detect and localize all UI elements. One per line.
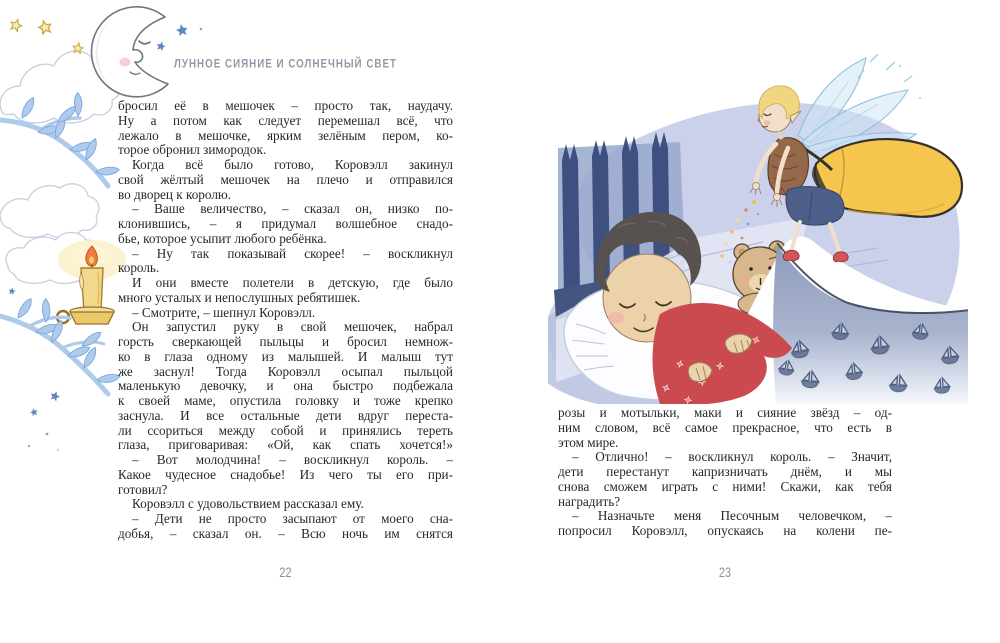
text-line: ним словом, всё самое прекрасное, что есть в xyxy=(558,420,892,435)
text-line: бье, которое усыпит любого ребёнка. xyxy=(118,231,327,246)
text-line: – Ну так показывай скорее! – воскликнул xyxy=(132,246,453,261)
text-line: – Назначьте меня Песочным человечком, – xyxy=(572,509,892,524)
text-line: наградить? xyxy=(558,494,621,509)
right-page-number: 23 xyxy=(718,563,732,581)
text-line: торое обронил зимородок. xyxy=(118,143,267,158)
fairy-shorts xyxy=(786,187,844,226)
text-line: Когда всё было готово, Коровэлл закинул xyxy=(132,158,453,172)
text-line: – Смотрите, – шепнул Коровэлл. xyxy=(132,305,316,320)
text-line: король. xyxy=(118,261,160,276)
text-line: Он запустил руку в свой мешочек, набрал xyxy=(132,320,453,335)
text-line: Какое чудесное снадобье! Из чего ты его при- xyxy=(118,467,453,482)
text-line: во дворец к королю. xyxy=(118,187,232,202)
text-line: маленькую девочку, и она быстро подбежала xyxy=(118,379,453,394)
text-line: готовил? xyxy=(118,482,168,497)
text-line: лежало в мешочке, ярким зелёным пером, ко- xyxy=(118,128,453,143)
chapter-header: ЛУННОЕ СИЯНИЕ И СОЛНЕЧНЫЙ СВЕТ xyxy=(173,57,398,71)
text-line: же заснул! Тогда Коровэлл осыпал пыльцой xyxy=(118,364,453,379)
text-line: ли ссориться между собой и принялись тереть xyxy=(118,423,453,438)
yellow-star-icon xyxy=(9,18,84,54)
text-line: Коровэлл с удовольствием рассказал ему. xyxy=(132,497,364,512)
text-line: бросил её в мешочек – просто так, наудачу. xyxy=(118,99,453,113)
text-line: горсть сверкающей пыльцы и бросил немнож- xyxy=(118,335,453,349)
text-line: – Отлично! – воскликнул король. – Значит, xyxy=(572,450,892,465)
text-line: дети перестанут капризничать днём, и мы xyxy=(558,465,892,479)
text-line: клонившись, – я придумал волшебное снадо- xyxy=(118,217,453,231)
illustration-sleeping-child xyxy=(548,52,968,404)
text-line: этом мире. xyxy=(558,435,619,450)
text-line: И они вместе полетели в детскую, где было xyxy=(132,276,453,290)
text-line: снова сможем играть с ними! Скажи, как тебя xyxy=(558,479,892,494)
text-line: свой жёлтый мешочек на плечо и отправился xyxy=(118,172,453,187)
text-line: к своей маме, опустила головку и тоже крепко xyxy=(118,394,453,408)
text-line: ко в глаза одному из малышей. И малыш тут xyxy=(118,349,453,364)
text-line: много усталых и непослушных ребятишек. xyxy=(118,290,361,305)
text-line: глаза, приговаривая: «Ой, как спать хочется!» xyxy=(118,438,453,453)
text-line: заснула. И все остальные дети вдруг переста- xyxy=(118,408,453,423)
text-line: добья, – сказал он. – Всю ночь им снятся xyxy=(118,526,453,541)
right-text-column xyxy=(558,406,892,539)
text-line: попросил Коровэлл, опускаясь на колени пе- xyxy=(558,524,892,538)
left-text-column xyxy=(118,99,453,542)
text-line: розы и мотыльки, маки и сияние звёзд – од- xyxy=(558,406,892,420)
text-line: – Ваше величество, – сказал он, низко по- xyxy=(132,202,453,217)
left-page-number: 22 xyxy=(279,563,292,581)
text-line: – Вот молодчина! – воскликнул король. – xyxy=(132,453,453,467)
text-line: Ну а потом как следует перемешал всё, что xyxy=(118,113,453,128)
text-line: – Дети не просто засыпают от моего сна- xyxy=(132,512,453,526)
